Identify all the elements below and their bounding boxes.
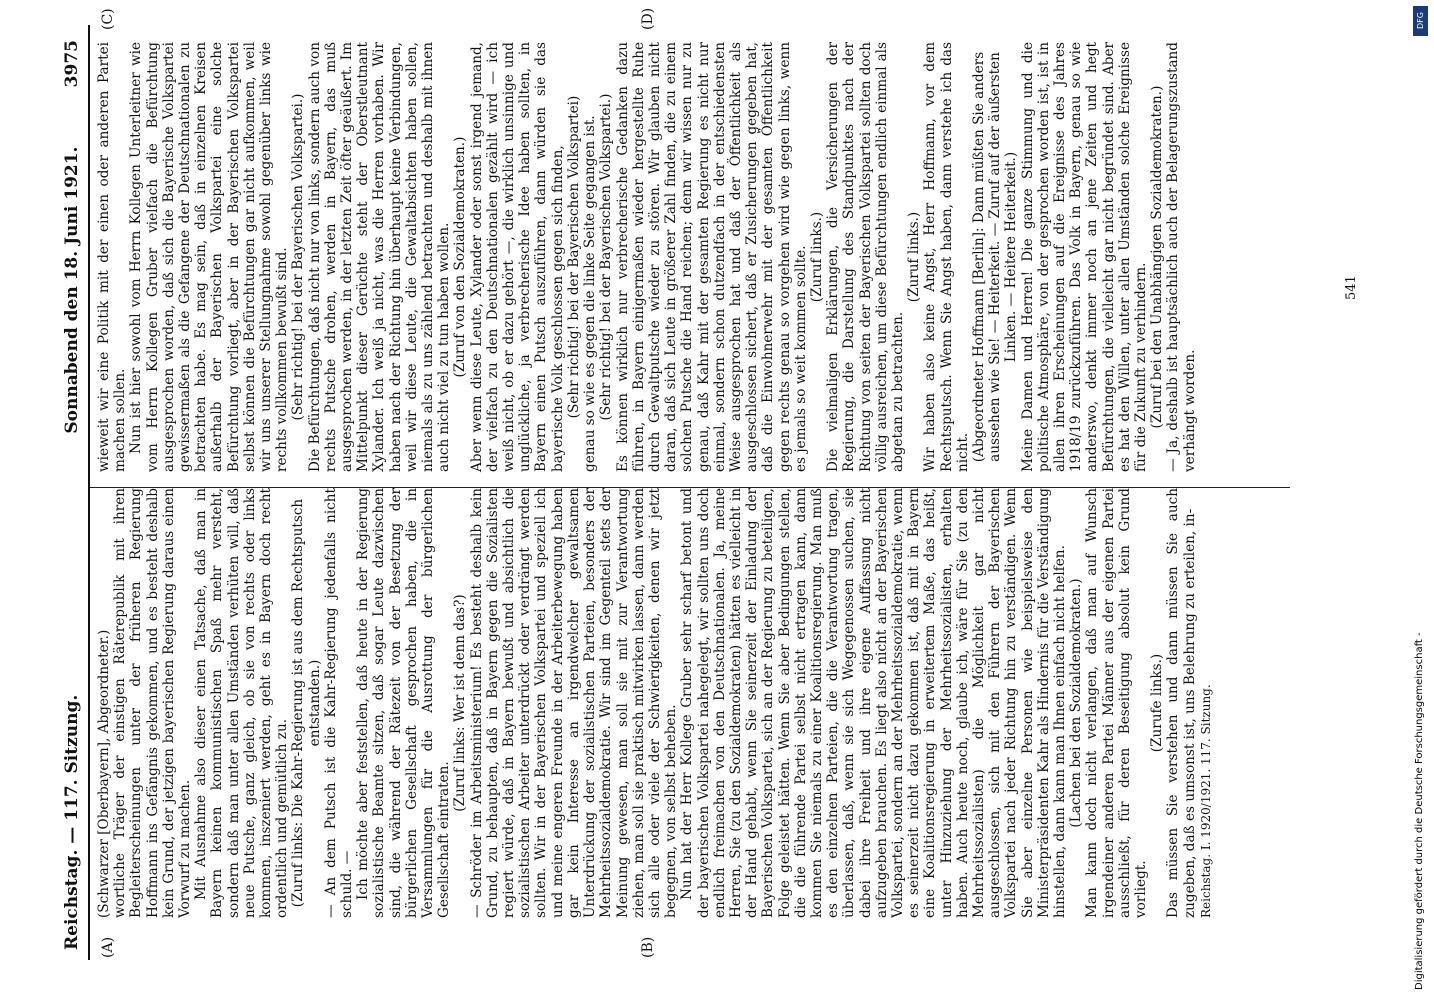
digitization-credit: Digitalisierung gefördert durch die Deutsche Forschungsgemeinschaft - [1414, 632, 1425, 990]
paragraph: wieweit wir eine Politik mit der einen oder anderen Partei machen sollen. [96, 42, 129, 472]
paragraph: Meine Damen und Herren! Die ganze Stimmung und die politische Atmosphäre, von der gesprochen worden ist, ist in allen ihren Erscheinungen auf die Ereignisse des Jahres 1918/19 zurückzuführen. Das Volk in Bayern, genau so wie anderswo, denkt immer noch an jene Zeiten und hegt Befürchtungen, die vielleicht gar nicht begründet sind. Aber es hat den Willen, unter allen Umständen solche Ereignisse für die Zukunft zu verhindern. [1019, 42, 1149, 472]
interjection: (Sehr richtig! bei der Bayerischen Volkspartei) [565, 95, 582, 419]
paragraph: Ich möchte aber feststellen, daß heute in der Regierung sozialistische Beamte sitzen, daß sogar Leute dazwischen sind, die während der Rätezeit von der Besetzung der bürgerlichen Gesellschaft gesprochen haben, die in Versammlungen für die Ausrottung der bürgerlichen Gesellschaft eintraten. [355, 488, 453, 918]
bottom-page-number: 541 [1344, 275, 1359, 300]
paragraph: (Schwarzer [Oberbayern], Abgeordneter.) [96, 629, 112, 918]
interjection: (Zuruf links.) [808, 211, 825, 303]
interjection: (Zuruf bei den Unabhängigen Sozialdemokraten.) [1149, 85, 1166, 429]
interjection: (Zuruf links: Wer ist denn das?) [452, 594, 469, 812]
margin-letter-d: (D) [640, 7, 656, 30]
header-page-number: 3975 [62, 40, 82, 88]
interjection: (Sehr richtig! bei der Bayerischen Volkspartei.) [290, 93, 307, 421]
paragraph: Nun ist hier sowohl vom Herrn Kollegen Unterleitner wie vom Herrn Kollegen Gruber vielfach die Befürchtung ausgesprochen worden, daß sich die Bayerische Volkspartei gewissermaßen als die Gefangene der Deutschnationalen zu betrachten habe. Es mag sein, daß in einzelnen Kreisen außerhalb der Bayerischen Volkspartei eine solche Befürchtung vorliegt, aber in der Bayerischen Volkspartei selbst können die Befürchtungen gar nicht aufkommen, weil wir uns unserer Stellungnahme sowohl gegenüber links wie rechts vollkommen bewußt sind. [128, 42, 291, 472]
header-left: Reichstag. — 117. Sitzung. [62, 694, 82, 950]
header-right [62, 40, 82, 434]
paragraph: — Ja, deshalb ist hauptsächlich auch der Belagerungszustand verhängt worden. [1165, 42, 1198, 472]
digitization-sidebar [1408, 0, 1434, 1000]
right-column [96, 42, 1198, 472]
interjection: (Zuruf von den Sozialdemokraten.) [452, 136, 469, 378]
interjection: (Abgeordneter Hoffmann [Berlin]: Dann müßten Sie anders aussehen wie Sie! — Heiterkeit. — Zuruf auf der äußersten Linken. — Heitere Heiterkeit.) [970, 51, 1020, 463]
interjection: (Zurufe links.) [1149, 653, 1166, 753]
dfg-logo: DFG [1413, 6, 1428, 36]
left-footer: Reichstag. I. 1920/1921. 117. Sitzung. [1198, 684, 1213, 918]
margin-letter-b: (B) [640, 936, 656, 958]
header-rule [88, 25, 90, 960]
paragraph: genau so wie es gegen die linke Seite gegangen ist. [582, 115, 599, 472]
paragraph: Nun hat der Herr Kollege Gruber sehr scharf betont und der bayerischen Volkspartei nahegelegt, wir sollten uns doch endlich freimachen von den Deutschnationalen. Ja, meine Herren, Sie (zu den Sozialdemokraten) hätten es vielleicht in der Hand gehabt, wenn Sie seinerzeit der Einladung der Bayerischen Volkspartei, sich an der Regierung zu beteiligen, Folge geleistet hätten. Wenn Sie aber Bedingungen stellen, die die führende Partei selbst nicht ertragen kann, dann kommen Sie niemals zu einer Koalitionsregierung. Man muß es den einzelnen Parteien, die die Verantwortung tragen, überlassen, daß, wenn sie sich Wegegenossen suchen, sie dabei ihre Freiheit und ihre eigene Auffassung nicht aufzugeben brauchen. Es liegt also nicht an der Bayerischen Volkspartei, sondern an der Mehrheitssozialdemokratie, wenn es seinerzeit nicht dazu gekommen ist, daß mit in Bayern eine Koalitionsregierung in erweitertem Maße, das heißt, unter Hinzuziehung der Mehrheitssozialisten, erhalten haben. Auch heute noch, glaube ich, wäre für Sie (zu den Mehrheitssozialisten) die Möglichkeit gar nicht ausgeschlossen, sich mit den Führern der Bayerischen Volkspartei nach jeder Richtung hin zu verständigen. Wenn Sie aber einzelne Personen wie beispielsweise den Ministerpräsidenten Kahr als Hindernis für die Verständigung hinstellen, dann kann man Ihnen einfach nicht helfen. [679, 488, 1068, 918]
paragraph: wortliche Träger der einstigen Räterepublik mit ihren Begleiterscheinungen unter der früheren Regierung Hoffmann ins Gefängnis gekommen, und es besteht deshalb kein Grund, der jetzigen bayerischen Regierung daraus einen Vorwurf zu machen. [112, 488, 194, 918]
paragraph: — An dem Putsch ist die Kahr-Regierung jedenfalls nicht schuld. — [322, 488, 356, 918]
interjection: (Zuruf links: Die Kahr-Regierung ist aus dem Rechtsputsch entstanden.) [290, 498, 323, 908]
interjection: (Lachen bei den Sozialdemokraten.) [1068, 578, 1085, 828]
paragraph: Das müssen Sie verstehen und dann müssen Sie auch zugeben, daß es umsonst ist, uns Belehrung zu erteilen, in- [1165, 488, 1198, 918]
paragraph: Die Befürchtungen, daß nicht nur von links, sondern auch von rechts Putsche drohen, werden in Bayern, das muß ausgesprochen werden, in der letzten Zeit öfter geäußert. Im Mittelpunkt dieser Gerüchte steht der Oberstleutnant Xylander. Ich weiß ja nicht, was die Herren vorhaben. Wir haben nach der Richtung hin überhaupt keine Verbindungen, weil wir diese Leute, die Gewaltabsichten haben sollen, niemals als zu uns zählend betrachten und deshalb mit ihnen auch nicht viel zu tun haben wollen. [306, 42, 453, 472]
paragraph: Mit Ausnahme also dieser einen Tatsache, daß man in Bayern keinen kommunistischen Spaß mehr versteht, sondern daß man unter allen Umständen verhüten will, daß neue Putsche, ganz gleich, ob sie von rechts oder links kommen, inszeniert werden, geht es in Bayern doch recht ordentlich und gemütlich zu. [193, 488, 291, 918]
margin-letter-c: (C) [100, 8, 116, 30]
paragraph: Man kann doch nicht verlangen, daß man auf Wunsch irgendeiner anderen Partei Männer aus der eigenen Partei ausschließt, für deren Beseitigung absolut kein Grund vorliegt. [1084, 488, 1149, 918]
margin-letter-a: (A) [100, 936, 116, 958]
paragraph: Aber wenn diese Leute, Xylander oder sonst irgend jemand, der vielfach zu den Deutschnationalen gezählt wird — ich weiß nicht, ob er dazu gehört —, die wirklich unsinnige und unglückliche, ja verbrecherische Idee haben sollten, in Bayern einen Putsch auszuführen, dann würden sie das bayerische Volk geschlossen gegen sich finden, [468, 42, 566, 472]
paragraph: Wir haben also keine Angst, Herr Hoffmann, vor dem Rechtsputsch. Wenn Sie Angst haben, dann verstehe ich das nicht. [922, 42, 971, 472]
paragraph: Die vielmaligen Erklärungen, die Versicherungen der Regierung, die Darstellung des Standpunktes nach der Richtung von seiten der Bayerischen Volkspartei sollten doch völlig ausreichen, um diese Befürchtungen endlich einmal als abgetan zu betrachten. [825, 42, 906, 472]
header-date: Sonnabend den 18. Juni 1921. [62, 146, 82, 434]
page-header [62, 30, 88, 960]
interjection: (Sehr richtig! bei der Bayerischen Volkspartei.) [598, 93, 615, 421]
paragraph: — Schröder im Arbeitsministerium! Es besteht deshalb kein Grund, zu behaupten, daß in Bayern gegen die Sozialisten regiert würde, daß in Bayern bewußt und absichtlich die sozialistischen Arbeiter unterdrückt oder verdrängt werden sollten. Wir in der Bayerischen Volkspartei und speziell ich und meine engeren Freunde in der Arbeiterbewegung haben gar kein Interesse an irgendwelcher gewaltsamen Unterdrückung der sozialistischen Parteien, besonders der Mehrheitssozialdemokratie. Wir sind im Gegenteil stets der Meinung gewesen, man soll sie mit zur Verantwortung ziehen, man soll sie praktisch mitwirken lassen, dann werden sich alle oder viele der Schwierigkeiten, denen wir jetzt begegnen, von selbst beheben. [468, 488, 680, 918]
paragraph: Es können wirklich nur verbrecherische Gedanken dazu führen, in Bayern einigermaßen wieder hergestellte Ruhe durch Gewaltputsche wieder zu stören. Wir glauben nicht daran, daß sich Leute in größerer Zahl finden, die zu einem solchen Putsche die Hand reichen; denn wir wissen nur zu genau, daß Kahr mit der gesamten Regierung es nicht nur einmal, sondern schon dutzendfach in der entschiedensten Weise ausgesprochen hat und daß der Öffentlichkeit als ausgeschlossen sichert, daß er Zusicherungen gegeben hat, daß die Einwohnerwehr mit der gesamten Öffentlichkeit gegen rechts genau so vorgehen wird wie gegen links, wenn es jemals so weit kommen sollte. [614, 42, 809, 472]
interjection: (Zuruf links.) [906, 211, 923, 303]
left-column [96, 488, 1214, 918]
